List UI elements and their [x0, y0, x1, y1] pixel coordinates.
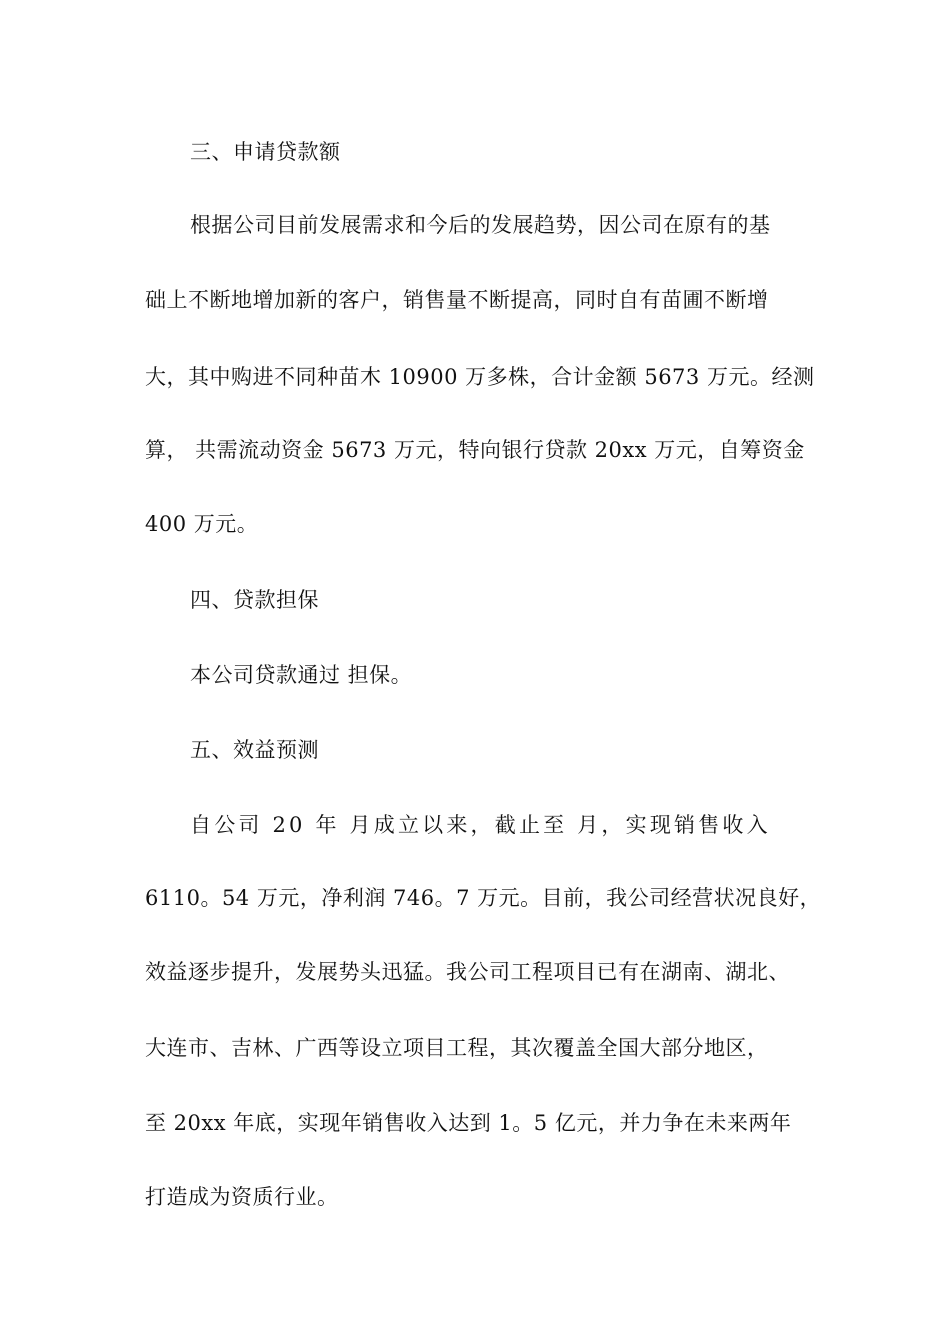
- section-heading-loan-guarantee: 四、贷款担保: [190, 588, 319, 612]
- paragraph-line: 础上不断地增加新的客户，销售量不断提高，同时自有苗圃不断增: [145, 288, 769, 312]
- paragraph-line: 大连市、吉林、广西等设立项目工程，其次覆盖全国大部分地区，: [145, 1036, 769, 1060]
- paragraph-line: 6110。54 万元，净利润 746。7 万元。目前，我公司经营状况良好，: [145, 886, 822, 910]
- paragraph-line: 至 20xx 年底，实现年销售收入达到 1。5 亿元，并力争在未来两年: [145, 1111, 792, 1135]
- paragraph-line: 400 万元。: [145, 512, 259, 536]
- paragraph-line: 大，其中购进不同种苗木 10900 万多株，合计金额 5673 万元。经测: [145, 365, 815, 389]
- paragraph-line: 效益逐步提升，发展势头迅猛。我公司工程项目已有在湖南、湖北、: [145, 960, 790, 984]
- paragraph-line: 本公司贷款通过 担保。: [190, 663, 413, 687]
- section-heading-loan-amount: 三、申请贷款额: [190, 140, 341, 164]
- section-heading-benefit-forecast: 五、效益预测: [190, 738, 319, 762]
- paragraph-line: 算， 共需流动资金 5673 万元，特向银行贷款 20xx 万元，自筹资金: [145, 438, 805, 462]
- paragraph-line: 打造成为资质行业。: [145, 1185, 339, 1209]
- paragraph-line: 根据公司目前发展需求和今后的发展趋势，因公司在原有的基: [190, 213, 771, 237]
- paragraph-line: 自公司 20 年 月成立以来，截止至 月，实现销售收入: [190, 813, 771, 837]
